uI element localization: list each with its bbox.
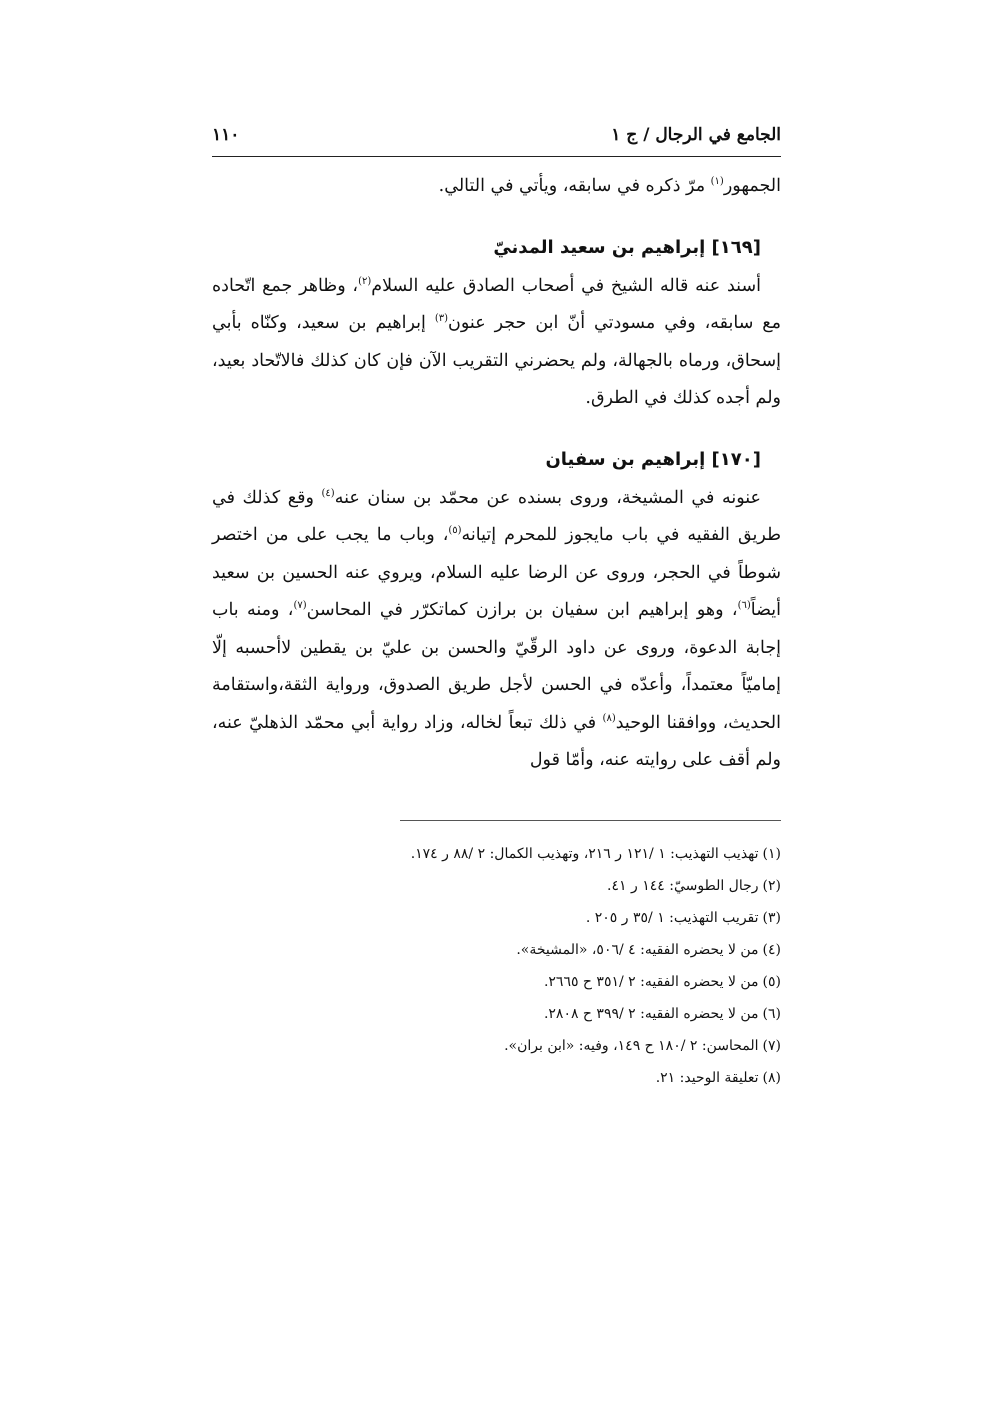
footnote-text: تهذيب التهذيب: ١ /١٢١ ر ٢١٦، وتهذيب الكمال: ٢ /٨٨ ر ١٧٤. bbox=[410, 846, 759, 862]
entry-title: [١٦٩] إبراهيم بن سعيد المدنيّ bbox=[493, 236, 761, 258]
footnote-ref[interactable]: (٢) bbox=[358, 275, 372, 287]
footnote-text: من لا يحضره الفقيه: ٢ /٣٥١ ح ٢٦٦٥. bbox=[543, 974, 759, 990]
footnote-item bbox=[212, 1030, 781, 1062]
footnote-mark: (١) bbox=[762, 846, 781, 862]
footnote-ref[interactable]: (٨) bbox=[602, 712, 616, 724]
main-text bbox=[212, 168, 781, 780]
page-number: ١١٠ bbox=[212, 125, 240, 145]
header-rule bbox=[212, 156, 781, 157]
footnote-item bbox=[212, 966, 781, 998]
running-header bbox=[212, 118, 781, 152]
footnote-item bbox=[212, 902, 781, 934]
footnote-text: تعليقة الوحيد: ٢١. bbox=[655, 1070, 759, 1086]
footnote-item bbox=[212, 870, 781, 902]
footnote-text: المحاسن: ٢ /١٨٠ ح ١٤٩، وفيه: «ابن بران». bbox=[504, 1038, 759, 1054]
footnote-mark: (٨) bbox=[762, 1070, 781, 1086]
footnote-mark: (٢) bbox=[762, 878, 781, 894]
footnote-mark: (٦) bbox=[762, 1006, 781, 1022]
footnote-mark: (٧) bbox=[762, 1038, 781, 1054]
footnote-item bbox=[212, 998, 781, 1030]
entry-paragraph: عنونه في المشيخة، وروى بسنده عن محمّد بن سنان عنه$^{(٤)}$ وقع كذلك في طريق الفقيه في باب مايجوز للمحرم إتيانه$^{(٥)}$، وباب ما يجب على من اختصر شوطاً في الحجر، وروى عن الرضا عليه السلام، ويروي عنه الحسين بن سعيد أيضاً$^{(٦)}$، وهو إبراهيم ابن سفيان بن برازن كماتكرّر في المحاسن$^{(٧)}$، ومنه باب إجابة الدعوة، وروى عن داود الرقّيّ والحسن بن عليّ بن يقطين لاأحسبه إلّا إماميّاً معتمداً، وأعدّه في الحسن لأجل طريق الصدوق، ورواية الثقة،واستقامة الحديث، ووافقنا الوحيد$^{(٨)}$ في ذلك تبعاً لخاله، وزاد رواية أبي محمّد الذهليّ عنه، ولم أقف على روايته عنه، وأمّا قول bbox=[212, 487, 781, 770]
footnote-item bbox=[212, 838, 781, 870]
footnote-ref[interactable]: (٦) bbox=[737, 600, 751, 612]
footnote-mark: (٣) bbox=[762, 910, 781, 926]
entry-paragraph: أسند عنه قاله الشيخ في أصحاب الصادق عليه السلام$^{(٢)}$، وظاهر جمع اتّحاده مع سابقه، وفي مسودتي أنّ ابن حجر عنون$^{(٣)}$ إبراهيم بن سعيد، وكنّاه بأبي إسحاق، ورماه بالجهالة، ولم يحضرني التقريب الآن فإن كان كذلك فالاتّحاد بعيد، ولم أجده كذلك في الطرق. bbox=[212, 275, 781, 408]
entry-title: [١٧٠] إبراهيم بن سفيان bbox=[545, 448, 761, 470]
footnote-text: رجال الطوسيّ: ١٤٤ ر ٤١. bbox=[607, 878, 759, 894]
footnote-ref[interactable]: (٥) bbox=[448, 525, 462, 537]
document-page bbox=[212, 0, 781, 1403]
footnote-mark: (٤) bbox=[762, 942, 781, 958]
footnote-ref[interactable]: (١) bbox=[710, 176, 724, 188]
footnote-item bbox=[212, 1062, 781, 1094]
footnote-text: من لا يحضره الفقيه: ٤ /٥٠٦، «المشيخة». bbox=[516, 942, 759, 958]
footnote-ref[interactable]: (٣) bbox=[434, 313, 449, 325]
footnote-ref[interactable]: (٤) bbox=[321, 487, 335, 499]
footnote-item bbox=[212, 934, 781, 966]
footnotes-list bbox=[212, 838, 781, 1094]
book-title: الجامع في الرجال / ج ١ bbox=[611, 125, 781, 145]
footnote-text: تقريب التهذيب: ١ /٣٥ ر ٢٠٥ . bbox=[585, 910, 759, 926]
footnote-mark: (٥) bbox=[762, 974, 781, 990]
footnote-divider bbox=[400, 820, 781, 821]
footnote-text: من لا يحضره الفقيه: ٢ /٣٩٩ ح ٢٨٠٨. bbox=[543, 1006, 759, 1022]
footnote-ref[interactable]: (٧) bbox=[293, 600, 307, 612]
continuation-paragraph: الجمهور$^{(١)}$ مرّ ذكره في سابقه، ويأتي في التالي. bbox=[438, 176, 781, 196]
